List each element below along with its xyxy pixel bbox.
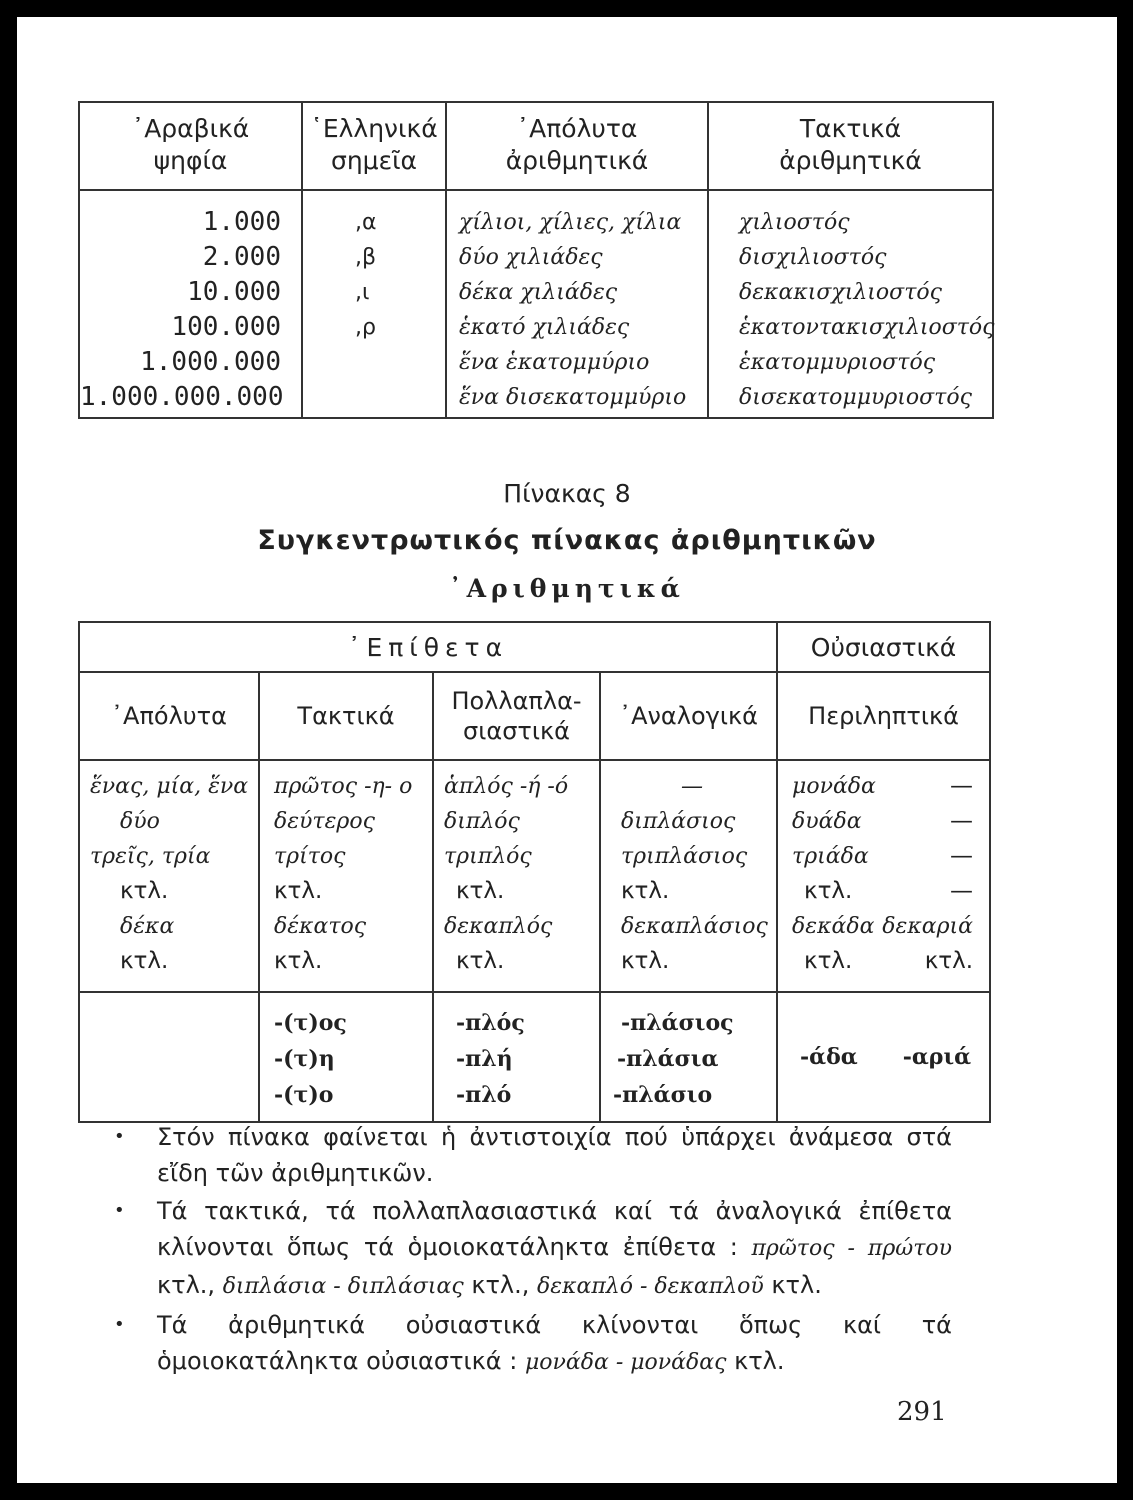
- list-item: δέκα: [120, 914, 175, 939]
- list-item: μονάδα —: [792, 773, 974, 799]
- list-item: τριπλός: [444, 844, 532, 869]
- multiplicative-examples-cell: [433, 760, 600, 992]
- list-item: -(τ)ο: [274, 1082, 334, 1108]
- list-item: ,ι: [355, 280, 370, 305]
- table-subtitle: ᾿Αριθμητικά: [449, 574, 685, 603]
- notes-list: [112, 1119, 952, 1383]
- list-item: 1.000: [202, 207, 281, 237]
- list-item: ἕνας, μία, ἕνα: [90, 774, 249, 799]
- header-nouns: Οὐσιαστικά: [777, 622, 990, 672]
- list-item: τρίτος: [274, 844, 346, 869]
- list-item: ἕνα ἑκατομμύριο: [459, 350, 650, 375]
- list-item: κτλ. —: [804, 878, 974, 904]
- list-item: δέκα χιλιάδες: [459, 280, 618, 305]
- list-item: ἑκατοντακισχιλιοστός: [739, 315, 995, 340]
- absolute-examples-cell: [79, 760, 259, 992]
- list-item: ,ρ: [355, 315, 376, 340]
- proportional-suffix-cell: [600, 992, 777, 1122]
- table-header-row: [79, 102, 993, 190]
- list-item: κτλ.: [274, 878, 323, 904]
- header-collective: Περιληπτικά: [777, 672, 990, 760]
- list-item: -πλή: [456, 1046, 513, 1072]
- list-item: δυάδα —: [792, 808, 974, 834]
- list-item: 1.000.000: [140, 347, 281, 377]
- list-item: ,α: [355, 210, 377, 235]
- header-adjectives: ᾿Επίθετα: [79, 622, 777, 672]
- ordinal-suffix-cell: [259, 992, 433, 1122]
- table-number-caption: Πίνακας 8: [503, 479, 631, 508]
- book-page: [17, 17, 1117, 1483]
- list-item: κτλ.: [456, 948, 505, 974]
- list-item: πρῶτος -η- ο: [274, 774, 413, 799]
- list-item: ἕνα δισεκατομμύριο: [459, 385, 687, 410]
- list-item: 10.000: [187, 277, 281, 307]
- collective-suffix-cell: [777, 992, 990, 1122]
- list-item: χίλιοι, χίλιες, χίλια: [459, 210, 682, 235]
- absolute-numerals-cell: [446, 190, 708, 418]
- list-item: κτλ.: [120, 948, 169, 974]
- list-item: κτλ.: [456, 878, 505, 904]
- ordinal-examples-cell: [259, 760, 433, 992]
- list-item: δύο: [120, 809, 160, 834]
- list-item: κτλ.: [120, 878, 169, 904]
- list-item: ἁπλός -ή -ό: [444, 774, 569, 799]
- list-item: τρεῖς, τρία: [90, 844, 211, 869]
- list-item: -(τ)ος: [274, 1010, 347, 1036]
- list-item: κτλ.: [621, 948, 670, 974]
- list-item: χιλιοστός: [739, 210, 850, 235]
- list-item: κτλ.: [621, 878, 670, 904]
- header-multiplicative: Πολλαπλα- σιαστικά: [433, 672, 600, 760]
- list-item: δύο χιλιάδες: [459, 245, 603, 270]
- list-item: δεκαπλός: [444, 914, 553, 939]
- list-item: δέκατος: [274, 914, 367, 939]
- list-item: τριπλάσιος: [621, 844, 748, 869]
- collective-examples-cell: [777, 760, 990, 992]
- list-item: 100.000: [171, 312, 281, 342]
- table-title: Συγκεντρωτικός πίνακας ἀριθμητικῶν: [257, 525, 877, 556]
- list-item: -πλός: [456, 1010, 525, 1036]
- list-item: 1.000.000.000: [80, 382, 284, 412]
- list-item: -πλάσια: [617, 1046, 719, 1072]
- suffix-row: [79, 992, 990, 1122]
- numerals-summary-table: [78, 621, 991, 1123]
- list-item: -άδα -αριά: [800, 1044, 972, 1070]
- list-item: κτλ.: [274, 948, 323, 974]
- note-correspondence: • Στόν πίνακα φαίνεται ἡ ἀντιστοιχία πού ὑπάρχει ἀνάμεσα στά εἴδη τῶν ἀριθμητικῶν.: [112, 1119, 952, 1191]
- page-number: 291: [897, 1397, 947, 1427]
- header-absolute: ᾿Απόλυτα: [79, 672, 259, 760]
- header-ordinal-numerals: Τακτικά ἀριθμητικά: [708, 102, 993, 190]
- thousands-numerals-table: [78, 101, 994, 419]
- list-item: διπλάσιος: [621, 809, 736, 834]
- header-arabic-digits: ᾿Αραβικά ψηφία: [79, 102, 302, 190]
- list-item: δισχιλιοστός: [739, 245, 887, 270]
- list-item: —: [681, 774, 703, 799]
- list-item: -(τ)η: [274, 1046, 335, 1072]
- multiplicative-suffix-cell: [433, 992, 600, 1122]
- header-greek-signs: ῾Ελληνικά σημεῖα: [302, 102, 446, 190]
- list-item: ἑκατό χιλιάδες: [459, 315, 630, 340]
- list-item: διπλός: [444, 809, 520, 834]
- list-item: ἑκατομμυριοστός: [739, 350, 936, 375]
- table-body-row: [79, 190, 993, 418]
- examples-row: [79, 760, 990, 992]
- list-item: -πλάσιο: [613, 1082, 713, 1108]
- ordinal-numerals-cell: [708, 190, 993, 418]
- list-item: δισεκατομμυριοστός: [739, 385, 972, 410]
- note-adjective-declension: • Τά τακτικά, τά πολλαπλασιαστικά καί τά ἀναλογικά ἐπίθετα κλίνονται ὅπως τά ὁμοιοκατάληκτα ἐπίθετα : πρῶτος - πρώτου κτλ., διπλάσια - διπλάσιας κτλ., δεκαπλό - δεκαπλοῦ κτλ.: [112, 1193, 952, 1305]
- greek-signs-cell: [302, 190, 446, 418]
- absolute-suffix-cell: [79, 992, 259, 1122]
- list-item: κτλ. κτλ.: [804, 948, 974, 974]
- header-proportional: ᾿Αναλογικά: [600, 672, 777, 760]
- group-header-row: [79, 622, 990, 672]
- list-item: δεκαπλάσιος: [621, 914, 768, 939]
- list-item: δεκάδα δεκαριά: [792, 914, 974, 939]
- list-item: ,β: [355, 245, 377, 270]
- list-item: τριάδα —: [792, 843, 974, 869]
- note-noun-declension: • Τά ἀριθμητικά οὐσιαστικά κλίνονται ὅπως καί τά ὁμοιοκατάληκτα οὐσιαστικά : μονάδα - μονάδας κτλ.: [112, 1307, 952, 1381]
- list-item: -πλάσιος: [621, 1010, 734, 1036]
- column-header-row: [79, 672, 990, 760]
- header-absolute-numerals: ᾿Απόλυτα ἀριθμητικά: [446, 102, 708, 190]
- proportional-examples-cell: [600, 760, 777, 992]
- list-item: 2.000: [202, 242, 281, 272]
- header-ordinal: Τακτικά: [259, 672, 433, 760]
- list-item: -πλό: [456, 1082, 512, 1108]
- list-item: δεκακισχιλιοστός: [739, 280, 942, 305]
- list-item: δεύτερος: [274, 809, 375, 834]
- arabic-digits-cell: [79, 190, 302, 418]
